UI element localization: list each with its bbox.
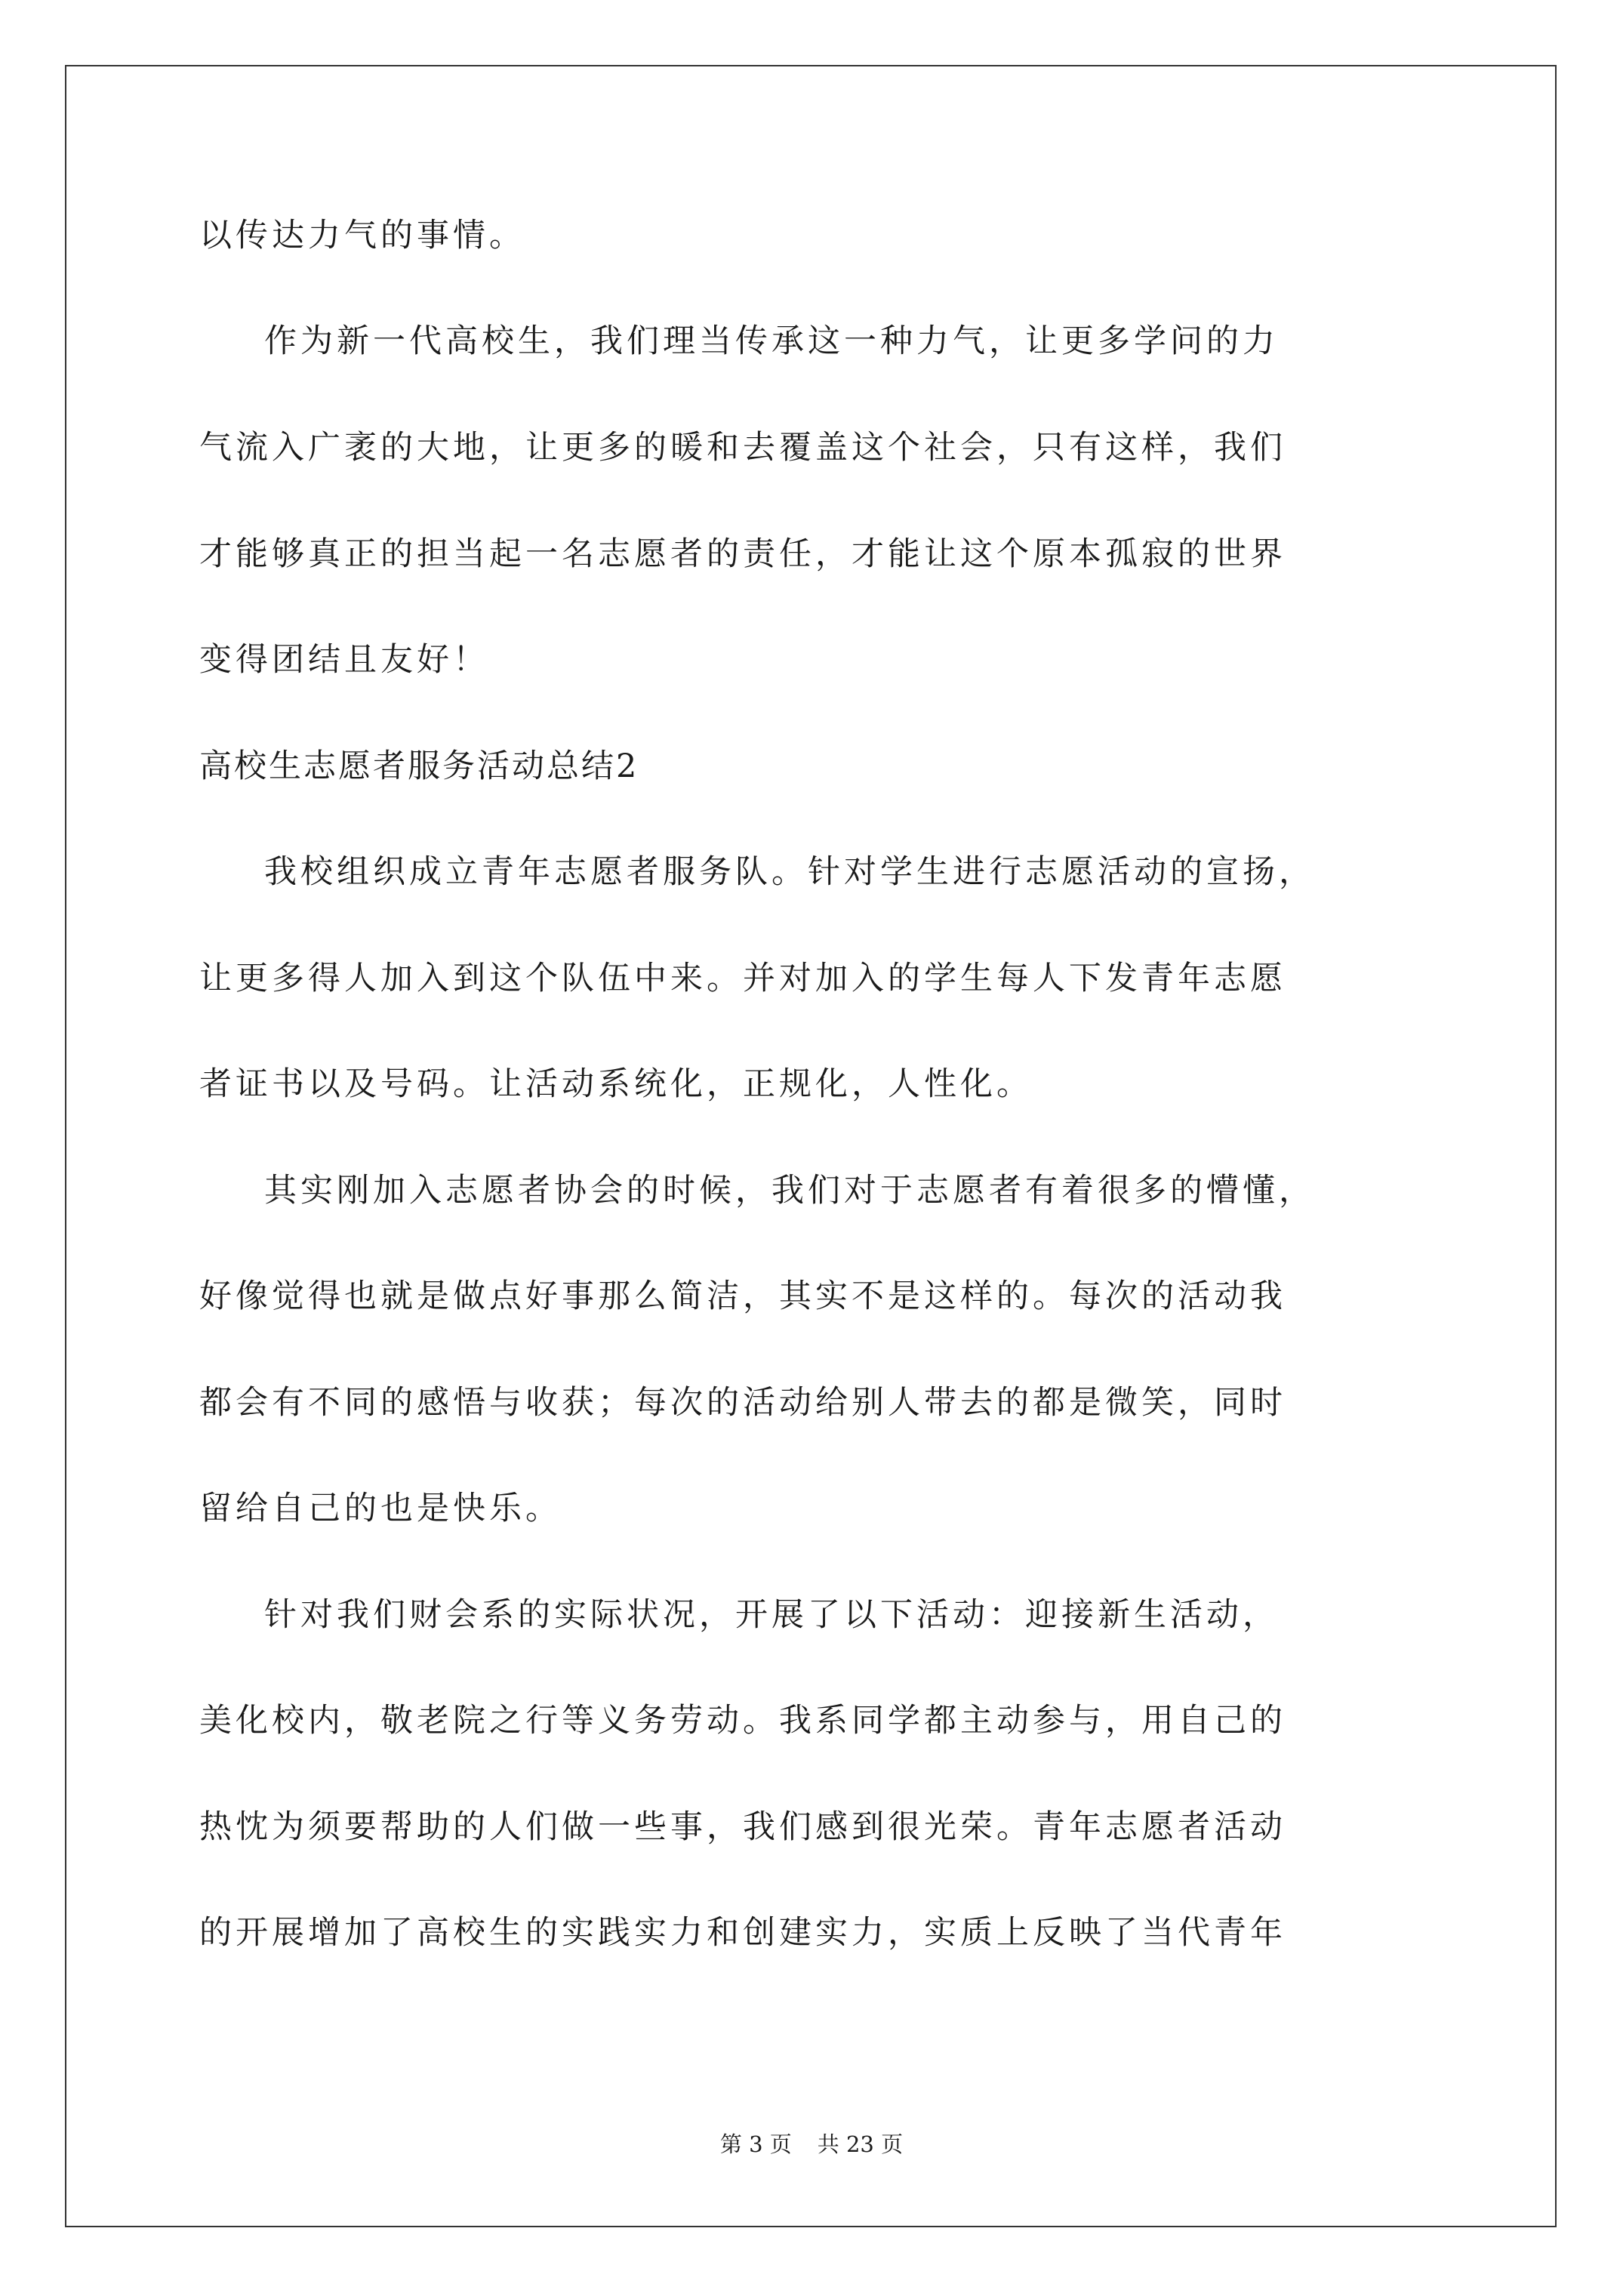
text-line: 让更多得人加入到这个队伍中来。并对加入的学生每人下发青年志愿: [199, 960, 1286, 997]
text-line: 的开展增加了高校生的实践实力和创建实力，实质上反映了当代青年: [199, 1914, 1286, 1952]
text-line: 以传达力气的事情。: [199, 217, 525, 254]
text-line: 气流入广袤的大地，让更多的暖和去覆盖这个社会，只有这样，我们: [199, 429, 1286, 467]
page-number: 第 3 页: [719, 2131, 792, 2157]
page-border: [65, 65, 1557, 2227]
text-line: 都会有不同的感悟与收获；每次的活动给别人带去的都是微笑，同时: [199, 1384, 1286, 1422]
text-line: 才能够真正的担当起一名志愿者的责任，才能让这个原本孤寂的世界: [199, 535, 1286, 573]
text-line: 留给自己的也是快乐。: [199, 1490, 562, 1527]
section-heading: 高校生志愿者服务活动总结2: [199, 747, 639, 785]
page-footer: [0, 2128, 1623, 2159]
text-line: 作为新一代高校生，我们理当传承这一种力气，让更多学问的力: [264, 322, 1279, 360]
text-line: 者证书以及号码。让活动系统化，正规化，人性化。: [199, 1065, 1033, 1103]
text-line: 好像觉得也就是做点好事那么简洁，其实不是这样的。每次的活动我: [199, 1277, 1286, 1315]
text-line: 变得团结且友好！: [199, 641, 489, 679]
text-line: 美化校内，敬老院之行等义务劳动。我系同学都主动参与，用自己的: [199, 1702, 1286, 1740]
text-line: 针对我们财会系的实际状况，开展了以下活动：迎接新生活动，: [264, 1596, 1279, 1634]
text-line: 其实刚加入志愿者协会的时候，我们对于志愿者有着很多的懵懂，: [264, 1172, 1315, 1210]
text-line: 我校组织成立青年志愿者服务队。针对学生进行志愿活动的宣扬，: [264, 853, 1315, 891]
text-line: 热忱为须要帮助的人们做一些事，我们感到很光荣。青年志愿者活动: [199, 1808, 1286, 1846]
page-total: 共 23 页: [817, 2131, 904, 2157]
